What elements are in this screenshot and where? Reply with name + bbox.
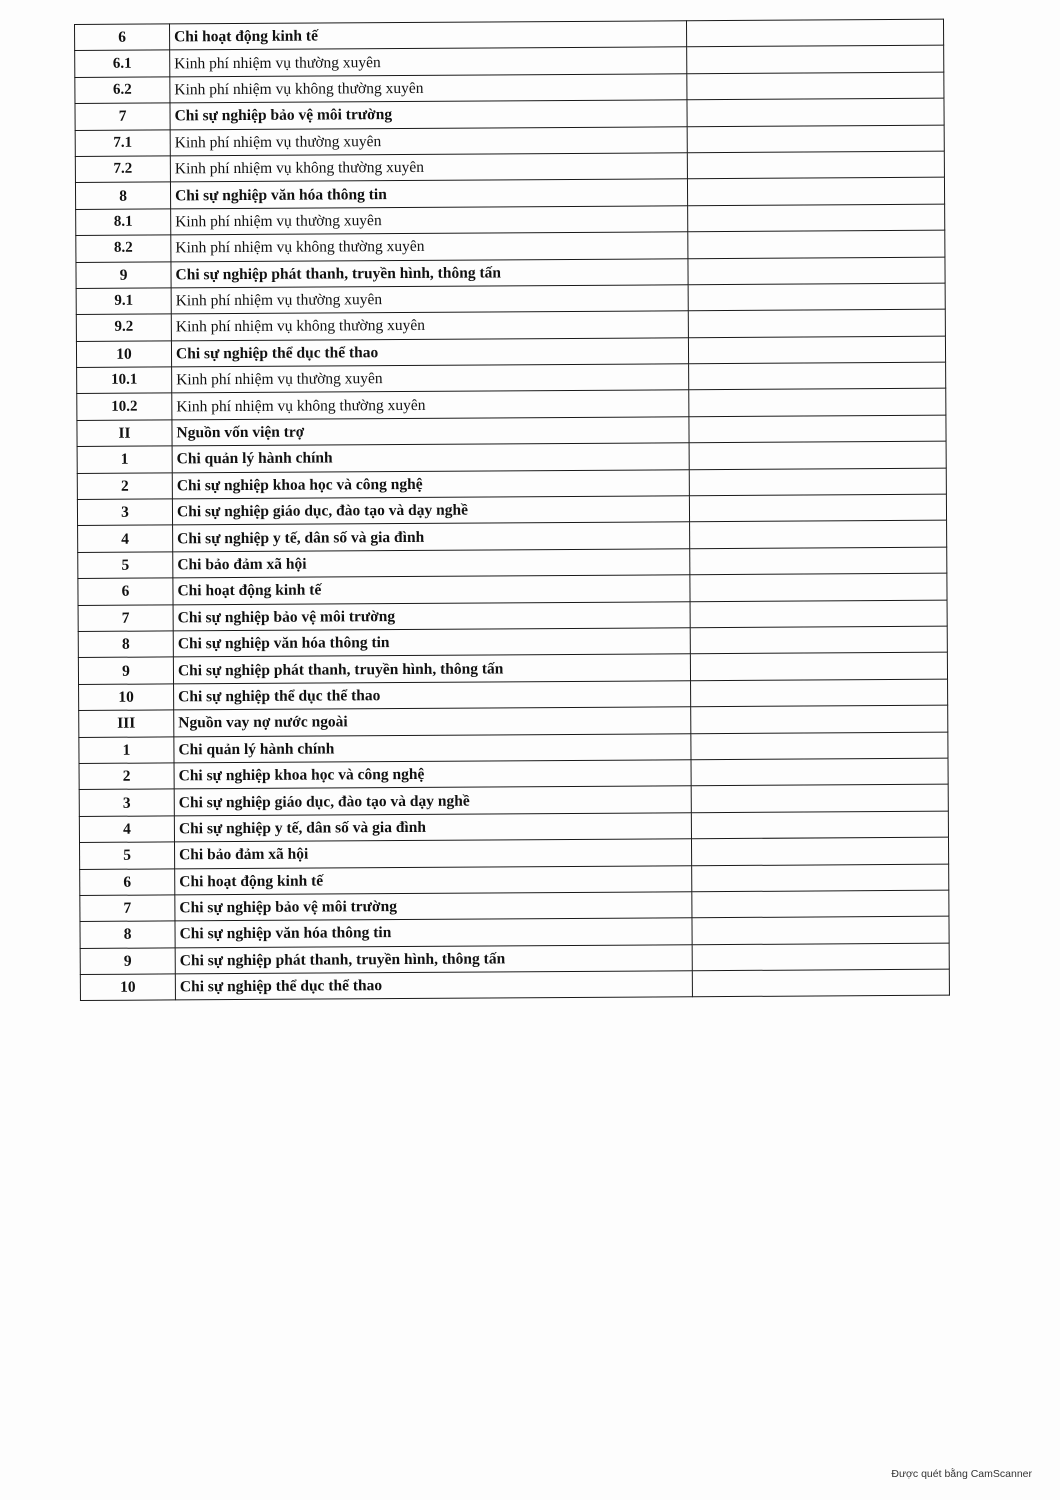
row-number: 3 <box>79 789 174 816</box>
row-number: 9.2 <box>76 314 171 341</box>
row-item-name: Chi bảo đảm xã hội <box>173 549 690 579</box>
row-value <box>691 679 948 707</box>
row-item-name: Chi hoạt động kinh tế <box>175 865 692 895</box>
budget-table <box>74 19 950 1002</box>
row-value <box>691 732 948 760</box>
row-number: 6 <box>75 24 170 51</box>
row-number: 3 <box>77 499 172 526</box>
row-value <box>690 547 947 575</box>
row-value <box>687 178 944 206</box>
row-value <box>689 389 946 417</box>
row-value <box>687 151 944 179</box>
row-value <box>688 336 945 364</box>
row-item-name: Nguồn vay nợ nước ngoài <box>174 707 691 737</box>
row-item-name: Chi sự nghiệp bảo vệ môi trường <box>173 601 690 631</box>
row-value <box>689 362 946 390</box>
row-number: 10.2 <box>77 393 172 420</box>
row-value <box>687 98 944 126</box>
row-number: 6 <box>78 578 173 605</box>
row-value <box>691 758 948 786</box>
row-number: 6 <box>80 868 175 895</box>
row-number: 9 <box>76 261 171 288</box>
row-value <box>691 837 948 865</box>
row-number: 8 <box>80 921 175 948</box>
row-value <box>692 890 949 918</box>
row-item-name: Chi hoạt động kinh tế <box>170 21 687 51</box>
row-number: 9 <box>80 948 175 975</box>
row-item-name: Kinh phí nhiệm vụ không thường xuyên <box>170 74 687 104</box>
camscanner-footer: Được quét bằng CamScanner <box>891 1468 1032 1480</box>
row-item-name: Kinh phí nhiệm vụ thường xuyên <box>170 126 687 156</box>
row-number: 10 <box>80 974 175 1001</box>
row-item-name: Chi sự nghiệp y tế, dân số và gia đình <box>173 522 690 552</box>
row-item-name: Chi sự nghiệp văn hóa thông tin <box>173 628 690 658</box>
row-number: 10.1 <box>77 367 172 394</box>
row-value <box>688 230 945 258</box>
row-value <box>691 811 948 839</box>
row-value <box>687 72 944 100</box>
row-item-name: Kinh phí nhiệm vụ thường xuyên <box>171 285 688 315</box>
row-number: 8 <box>75 182 170 209</box>
row-number: 7 <box>75 103 170 130</box>
row-value <box>691 785 948 813</box>
row-number: 6.1 <box>75 50 170 77</box>
row-number: 9.1 <box>76 288 171 315</box>
row-value <box>686 19 943 47</box>
row-item-name: Chi sự nghiệp phát thanh, truyền hình, thông tấn <box>173 654 690 684</box>
row-item-name: Chi sự nghiệp phát thanh, truyền hình, thông tấn <box>171 258 688 288</box>
row-number: 10 <box>76 341 171 368</box>
row-number: 7.1 <box>75 129 170 156</box>
row-item-name: Kinh phí nhiệm vụ không thường xuyên <box>170 153 687 183</box>
row-value <box>688 309 945 337</box>
row-value <box>692 864 949 892</box>
row-item-name: Chi quản lý hành chính <box>172 443 689 473</box>
row-item-name: Chi sự nghiệp thể dục thể thao <box>175 971 692 1001</box>
row-number: 5 <box>80 842 175 869</box>
row-value <box>689 415 946 443</box>
row-number: 10 <box>79 684 174 711</box>
row-item-name: Chi quản lý hành chính <box>174 733 691 763</box>
row-value <box>691 705 948 733</box>
row-value <box>692 943 949 971</box>
row-value <box>688 283 945 311</box>
row-item-name: Chi hoạt động kinh tế <box>173 575 690 605</box>
row-value <box>687 125 944 153</box>
row-value <box>692 916 949 944</box>
budget-table-body <box>75 19 950 1001</box>
row-item-name: Chi sự nghiệp giáo dục, đào tạo và dạy nghề <box>174 786 691 816</box>
row-item-name: Chi sự nghiệp thể dục thể thao <box>174 681 691 711</box>
row-item-name: Chi bảo đảm xã hội <box>174 839 691 869</box>
row-item-name: Chi sự nghiệp phát thanh, truyền hình, thông tấn <box>175 944 692 974</box>
row-value <box>689 468 946 496</box>
row-item-name: Chi sự nghiệp khoa học và công nghệ <box>174 760 691 790</box>
row-number: 1 <box>79 736 174 763</box>
row-value <box>690 521 947 549</box>
row-value <box>690 600 947 628</box>
row-number: 5 <box>78 552 173 579</box>
row-value <box>689 441 946 469</box>
row-item-name: Chi sự nghiệp thể dục thể thao <box>171 337 688 367</box>
row-number: 6.2 <box>75 77 170 104</box>
row-value <box>687 46 944 74</box>
table-row <box>80 969 949 1001</box>
row-number: 1 <box>77 446 172 473</box>
row-item-name: Chi sự nghiệp văn hóa thông tin <box>175 918 692 948</box>
row-value <box>689 494 946 522</box>
row-item-name: Chi sự nghiệp khoa học và công nghệ <box>172 469 689 499</box>
row-value <box>690 573 947 601</box>
row-item-name: Nguồn vốn viện trợ <box>172 417 689 447</box>
row-number: 4 <box>78 525 173 552</box>
row-number: 2 <box>77 473 172 500</box>
row-item-name: Kinh phí nhiệm vụ thường xuyên <box>171 205 688 235</box>
row-value <box>692 969 949 997</box>
row-value <box>690 626 947 654</box>
row-item-name: Chi sự nghiệp bảo vệ môi trường <box>170 100 687 130</box>
row-value <box>690 653 947 681</box>
row-number: 8.1 <box>76 209 171 236</box>
row-number: III <box>79 710 174 737</box>
row-item-name: Kinh phí nhiệm vụ không thường xuyên <box>171 232 688 262</box>
row-number: II <box>77 420 172 447</box>
row-item-name: Kinh phí nhiệm vụ thường xuyên <box>172 364 689 394</box>
row-value <box>688 204 945 232</box>
row-number: 2 <box>79 763 174 790</box>
row-number: 7 <box>78 604 173 631</box>
row-item-name: Chi sự nghiệp giáo dục, đào tạo và dạy nghề <box>172 496 689 526</box>
row-item-name: Chi sự nghiệp y tế, dân số và gia đình <box>174 812 691 842</box>
row-number: 7.2 <box>75 156 170 183</box>
row-number: 4 <box>79 816 174 843</box>
row-number: 8.2 <box>76 235 171 262</box>
row-item-name: Chi sự nghiệp văn hóa thông tin <box>170 179 687 209</box>
row-number: 7 <box>80 895 175 922</box>
row-item-name: Chi sự nghiệp bảo vệ môi trường <box>175 892 692 922</box>
row-number: 8 <box>78 631 173 658</box>
row-item-name: Kinh phí nhiệm vụ không thường xuyên <box>172 390 689 420</box>
row-value <box>688 257 945 285</box>
row-item-name: Kinh phí nhiệm vụ không thường xuyên <box>171 311 688 341</box>
row-item-name: Kinh phí nhiệm vụ thường xuyên <box>170 47 687 77</box>
row-number: 9 <box>78 657 173 684</box>
